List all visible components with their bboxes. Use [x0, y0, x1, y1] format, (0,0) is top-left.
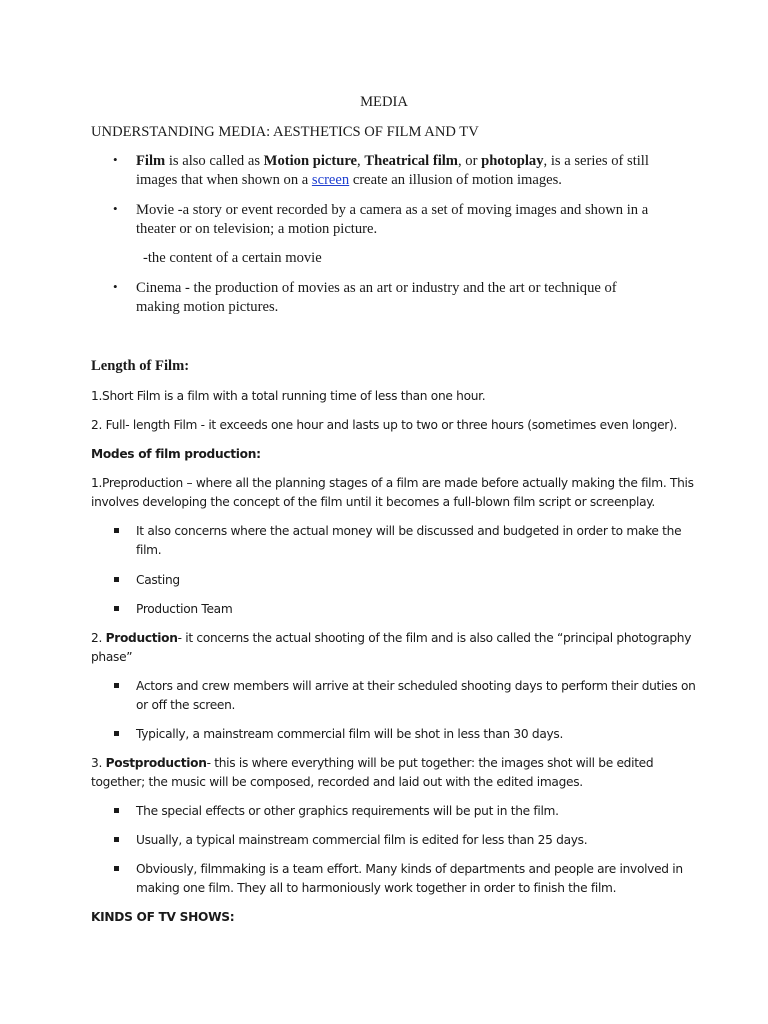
production-line1	[91, 629, 691, 648]
movie-definition-line1: Movie -a story or event recorded by a camera as a set of moving images and shown in a	[136, 202, 649, 218]
bullet-dot: •	[113, 279, 118, 294]
bullet-dot: •	[113, 201, 118, 216]
term-postproduction: Postproduction	[105, 756, 207, 770]
modes-heading	[91, 445, 261, 464]
square-bullet	[114, 837, 119, 842]
preproduction-bullet-team: Production Team	[136, 602, 233, 616]
length-heading-text: Length of Film:	[91, 358, 190, 374]
term-photoplay: photoplay	[481, 153, 544, 169]
text-span: is also called as	[165, 153, 264, 169]
square-bullet	[114, 731, 119, 736]
section-heading: UNDERSTANDING MEDIA: AESTHETICS OF FILM AND TV	[91, 124, 479, 140]
full-length-film-text: 2. Full- length Film - it exceeds one hour and lasts up to two or three hours (sometimes even longer).	[91, 418, 678, 432]
term-theatrical-film: Theatrical film	[364, 153, 458, 169]
text-span: 2.	[91, 631, 106, 645]
text-span: images that when shown on a	[136, 172, 312, 188]
text-span: , or	[457, 153, 482, 169]
preproduction-bullet-casting: Casting	[136, 573, 180, 587]
postproduction-line2: together; the music will be composed, recorded and laid out with the edited images.	[91, 775, 583, 789]
movie-note: -the content of a certain movie	[143, 250, 322, 266]
postproduction-bullet-teamwork-line1: Obviously, filmmaking is a team effort. Many kinds of departments and people are involved in	[136, 862, 683, 876]
modes-heading-text: Modes of film production:	[91, 447, 261, 461]
postproduction-bullet-edited: Usually, a typical mainstream commercial film is edited for less than 25 days.	[136, 833, 588, 847]
production-bullet-actors-line2: or off the screen.	[136, 698, 236, 712]
preproduction-bullet-money-line2: film.	[136, 543, 162, 557]
term-production: Production	[105, 631, 178, 645]
production-line2: phase”	[91, 650, 133, 664]
square-bullet	[114, 577, 119, 582]
postproduction-bullet-effects: The special effects or other graphics requirements will be put in the film.	[136, 804, 559, 818]
text-span: create an illusion of motion images.	[349, 172, 562, 188]
term-film: Film	[136, 153, 166, 169]
square-bullet	[114, 866, 119, 871]
preproduction-line2: involves developing the concept of the film until it becomes a full-blown film script or screenplay.	[91, 495, 656, 509]
cinema-definition-line2: making motion pictures.	[136, 299, 279, 315]
square-bullet	[114, 808, 119, 813]
bullet-dot: •	[113, 152, 118, 167]
preproduction-line1: 1.Preproduction – where all the planning stages of a film are made before actually making the film. This	[91, 476, 694, 490]
kinds-of-tv-shows-heading	[91, 908, 234, 927]
text-span: - it concerns the actual shooting of the film and is also called the “principal photography	[177, 631, 692, 645]
length-of-film-heading	[91, 357, 189, 376]
square-bullet	[114, 528, 119, 533]
film-definition-line2	[136, 171, 562, 190]
production-bullet-actors-line1: Actors and crew members will arrive at their scheduled shooting days to perform their duties on	[136, 679, 696, 693]
short-film-text: 1.Short Film is a film with a total running time of less than one hour.	[91, 389, 486, 403]
production-bullet-days: Typically, a mainstream commercial film will be shot in less than 30 days.	[136, 727, 564, 741]
screen-link[interactable]: screen	[311, 172, 350, 188]
cinema-definition-line1: Cinema - the production of movies as an art or industry and the art or technique of	[136, 280, 617, 296]
document-title: MEDIA	[360, 94, 408, 110]
square-bullet	[114, 683, 119, 688]
kinds-heading-text: KINDS OF TV SHOWS:	[91, 910, 235, 924]
postproduction-bullet-teamwork-line2: making one film. They all to harmoniously work together in order to finish the film.	[136, 881, 617, 895]
text-span: 3.	[91, 756, 106, 770]
text-span: - this is where everything will be put together: the images shot will be edited	[206, 756, 654, 770]
postproduction-line1	[91, 754, 653, 773]
text-span: , is a series of still	[543, 153, 649, 169]
film-definition-line1	[136, 152, 649, 171]
term-motion-picture: Motion picture	[263, 153, 358, 169]
text-span: ,	[357, 153, 365, 169]
square-bullet	[114, 606, 119, 611]
movie-definition-line2: theater or on television; a motion picture.	[136, 221, 378, 237]
preproduction-bullet-money-line1: It also concerns where the actual money will be discussed and budgeted in order to make the	[136, 524, 682, 538]
